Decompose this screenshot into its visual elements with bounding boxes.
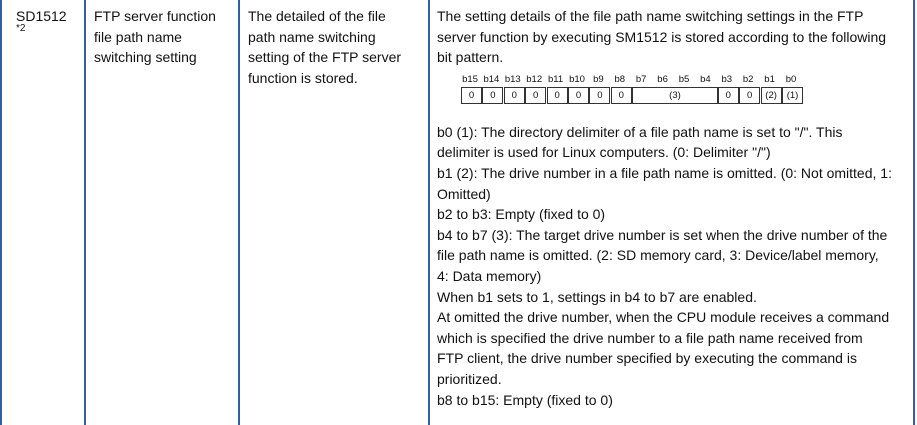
register-number: SD1512 [16, 8, 67, 24]
intro-line: server function by executing SM1512 is stored according to the following [437, 28, 887, 45]
detail-line: file path name is omitted. (2: SD memory card, 3: Device/label memory, [437, 247, 879, 264]
detail-line: b0 (1): The directory delimiter of a file path name is set to "/". This [437, 123, 843, 140]
register-name-line: switching setting [94, 49, 197, 66]
bit-label: b0 [785, 73, 797, 85]
table-border-right [913, 0, 915, 425]
register-meaning-line: path name switching [248, 28, 376, 45]
detail-line: Omitted) [437, 185, 491, 202]
register-explanation-cell [437, 6, 907, 410]
bit-label: b5 [678, 73, 690, 85]
detail-line: At omitted the drive number, when the CPU module receives a command [437, 309, 890, 326]
detail-line: b1 (2): The drive number in a file path name is omitted. (0: Not omitted, 1: [437, 164, 892, 181]
register-meaning-line: The detailed of the file [248, 8, 386, 24]
bit-value-box: 0 [547, 87, 568, 104]
detail-line: prioritized. [437, 370, 502, 387]
bit-value-box: (2) [761, 87, 782, 104]
bit-label: b12 [526, 73, 543, 85]
register-meaning-line: setting of the FTP server [248, 49, 402, 66]
register-note-mark: *2 [16, 22, 26, 34]
bit-label: b15 [462, 73, 478, 85]
table-border-left [0, 0, 2, 425]
bit-value-box: 0 [718, 87, 739, 104]
column-divider-3 [428, 0, 430, 425]
bit-value-box: (1) [782, 87, 803, 104]
bit-value-box: 0 [525, 87, 546, 104]
detail-line: When b1 sets to 1, settings in b4 to b7 are enabled. [437, 288, 757, 305]
detail-line: b4 to b7 (3): The target drive number is set when the drive number of the [437, 226, 888, 243]
bit-label: b8 [614, 73, 626, 85]
bit-value-box: 0 [482, 87, 503, 104]
bit-value-box: 0 [504, 87, 525, 104]
column-divider-2 [238, 0, 240, 425]
bit-label: b2 [742, 73, 754, 85]
register-name-line: FTP server function [94, 8, 216, 24]
bit-label: b11 [548, 73, 564, 85]
detail-line: b2 to b3: Empty (fixed to 0) [437, 206, 606, 223]
bit-label: b6 [657, 73, 668, 85]
detail-line: which is specified the drive number to a file path name received from [437, 329, 863, 346]
bit-label: b7 [635, 73, 647, 85]
bit-label: b10 [569, 73, 585, 85]
bit-value-box: 0 [739, 87, 760, 104]
register-number-cell [16, 6, 76, 34]
bit-value-box: 0 [461, 87, 482, 104]
intro-line: The setting details of the file path name switching settings in the FTP [437, 8, 864, 24]
detail-line: 4: Data memory) [437, 267, 542, 284]
bit-label: b1 [764, 73, 775, 85]
detail-line: delimiter is used for Linux computers. (0: Delimiter "/") [437, 144, 771, 161]
bit-label: b13 [504, 73, 521, 85]
detail-line: FTP client, the drive number specified by executing the command is [437, 350, 857, 367]
bit-pattern-diagram [437, 70, 907, 122]
bit-value-box: 0 [568, 87, 589, 104]
detail-line: b8 to b15: Empty (fixed to 0) [437, 391, 613, 408]
intro-line: bit pattern. [437, 49, 504, 66]
register-meaning-line: function is stored. [248, 69, 358, 86]
register-name-cell [94, 6, 234, 68]
column-divider-1 [84, 0, 86, 425]
bit-label: b9 [593, 73, 604, 85]
bit-group-box: (3) [632, 87, 718, 104]
register-name-line: file path name [94, 28, 182, 45]
bit-label: b14 [483, 73, 500, 85]
bit-value-box: 0 [611, 87, 632, 104]
bit-label: b3 [721, 73, 733, 85]
register-meaning-cell [248, 6, 426, 88]
bit-label: b4 [700, 73, 711, 85]
bit-value-box: 0 [589, 87, 610, 104]
